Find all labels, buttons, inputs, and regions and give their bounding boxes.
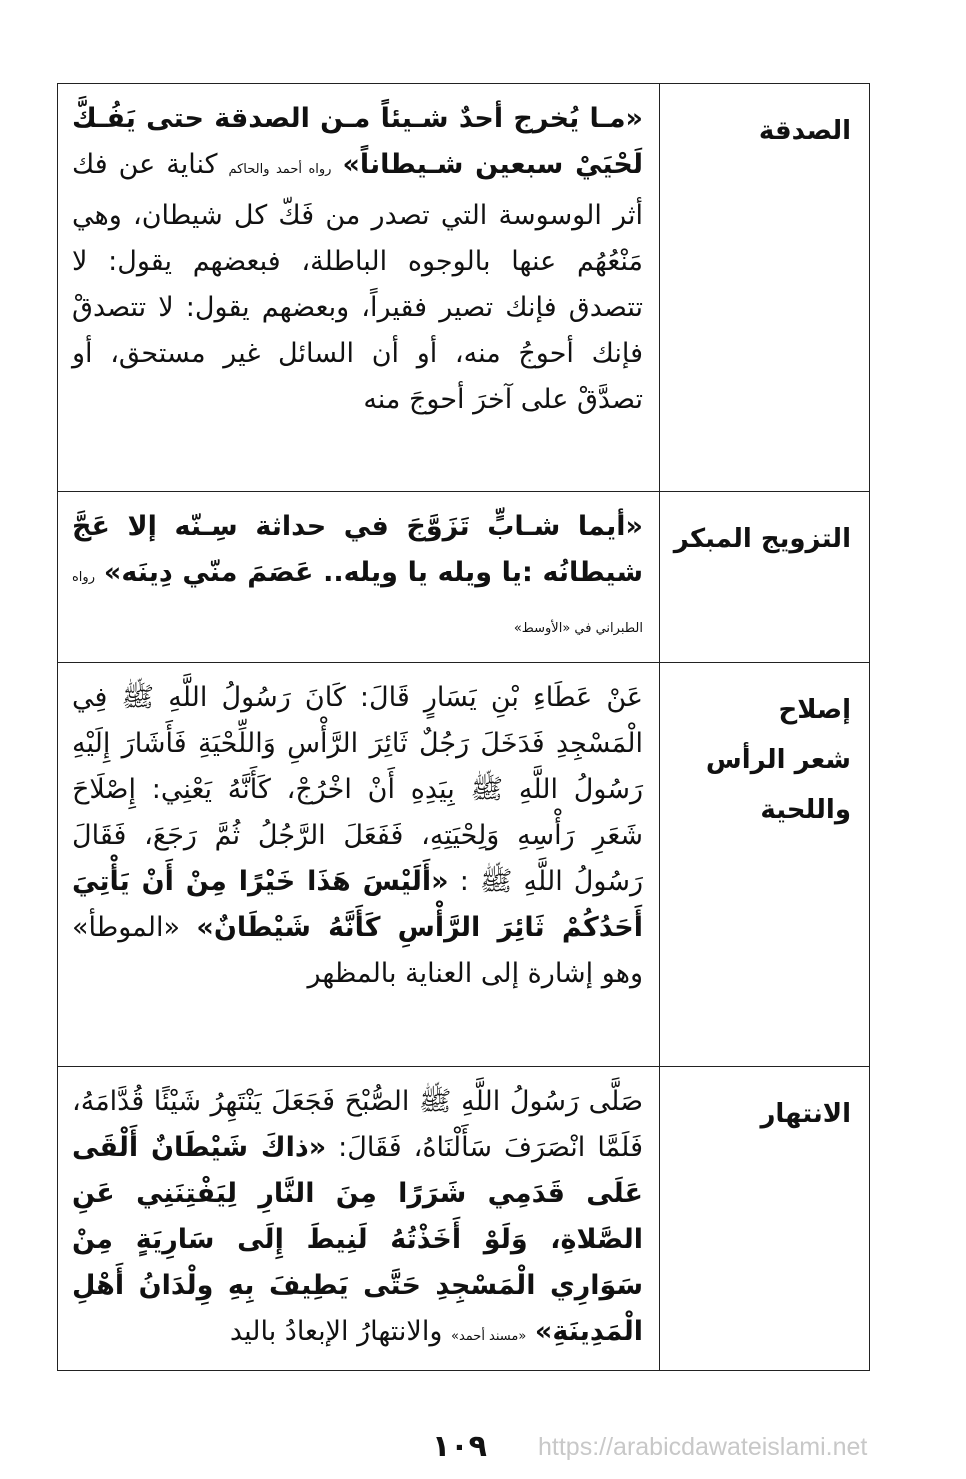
source-reference: رواه الطبراني في «الأوسط» — [72, 570, 643, 636]
narration-text: عَنْ عَطَاءِ بْنِ يَسَارٍ قَالَ: كَانَ رَسُولُ اللَّهِ ﷺ فِي الْمَسْجِدِ فَدَخَلَ رَجُلٌ ثَائِرَ الرَّأْسِ وَاللِّحْيَةِ فَأَشَارَ إِلَيْهِ رَسُولُ اللَّهِ ﷺ بِيَدِهِ أَنْ اخْرُجْ، كَأَنَّهُ يَعْنِي: إِصْلَاحَ شَعَرِ رَأْسِهِ وَلِحْيَتِهِ، فَفَعَلَ الرَّجُلُ ثُمَّ رَجَعَ، فَقَالَ رَسُولُ اللَّهِ ﷺ : — [72, 682, 643, 897]
hadith-text: «أيما شـابٍّ تَزَوَّجَ في حداثة سِـنّه إلا عَجَّ شيطانُه :يا ويله يا ويله.. عَصَمَ منّي دِينَه» — [72, 511, 643, 588]
topic-cell — [660, 663, 870, 1067]
description-cell — [58, 492, 660, 663]
table-row — [58, 492, 870, 663]
explanation-text: «الموطأ» وهو إشارة إلى العناية بالمظهر — [72, 912, 643, 989]
description-cell — [58, 663, 660, 1067]
description-cell — [58, 84, 660, 492]
hadith-text: «مـا يُخرج أحدٌ شـيئاً مـن الصدقة حتى يَفُـكَّ لَحْيَيْ سبعين شـيطاناً» — [72, 103, 644, 180]
topic-label-line: واللحية — [760, 795, 851, 825]
table-row — [58, 84, 870, 492]
narration-text: صَلَّى رَسُولُ اللَّهِ ﷺ الصُّبْحَ فَجَعَلَ يَنْتَهِرُ شَيْئًا قُدَّامَهُ، فَلَمَّا انْصَرَفَ سَأَلْنَاهُ، فَقَالَ: — [72, 1086, 643, 1163]
page-footer — [0, 1429, 966, 1469]
topic-label: الصدقة — [758, 116, 851, 146]
table-row — [58, 663, 870, 1067]
topic-label-line: إصلاح — [778, 695, 851, 725]
page-number: ١٠٩ — [432, 1429, 487, 1464]
table-row — [58, 1067, 870, 1371]
topic-cell — [660, 1067, 870, 1371]
explanation-text: والانتهارُ الإبعادُ باليد — [229, 1316, 443, 1347]
content-table — [57, 83, 870, 1371]
source-reference: رواه أحمد والحاكم — [228, 162, 332, 177]
topic-label-line: شعر الرأس — [705, 745, 851, 775]
hadith-text: «ذاكَ شَيْطَانٌ أَلْقَى عَلَى قَدَمِي شَرَرًا مِنَ النَّارِ لِيَفْتِنَنِي عَنِ الصَّلاةِ، وَلَوْ أَخَذْتُهُ لَنِيطَ إِلَى سَارِيَةٍ مِنْ سَوَارِي الْمَسْجِدِ حَتَّى يَطِيفَ بِهِ وِلْدَانُ أَهْلِ الْمَدِينَةِ» — [72, 1132, 643, 1347]
topic-cell — [660, 492, 870, 663]
topic-cell — [660, 84, 870, 492]
explanation-text: كناية عن فك أثر الوسوسة التي تصدر من فَكّ كل شيطان، وهي مَنْعُهُم عنها بالوجوه الباطلة، فبعضهم يقول: لا تتصدق فإنك تصير فقيراً، وبعضهم يقول: لا تتصدقْ فإنك أحوجُ منه، أو أن السائل غير مستحق، أو تصدَّقْ على آخرَ أحوجَ منه — [72, 149, 643, 415]
topic-label: الانتهار — [760, 1099, 851, 1129]
hadith-text: «أَلَيْسَ هَذَا خَيْرًا مِنْ أَنْ يَأْتِيَ أَحَدُكُمْ ثَائِرَ الرَّأْسِ كَأَنَّهُ شَيْطَانٌ» — [72, 866, 644, 943]
watermark-url[interactable]: https://arabicdawateislami.net — [538, 1433, 868, 1461]
source-reference: «مسند أحمد» — [450, 1329, 527, 1344]
description-cell — [58, 1067, 660, 1371]
topic-label: التزويج المبكر — [673, 524, 851, 554]
